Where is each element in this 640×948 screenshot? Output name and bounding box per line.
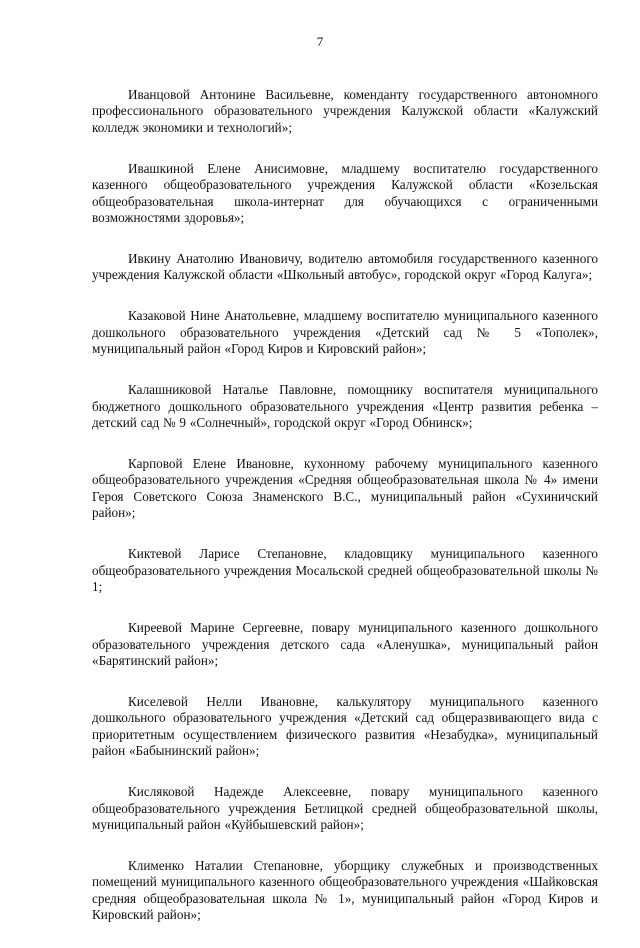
- list-entry-karpova: Карповой Елене Ивановне, кухонному рабочему муниципального казенного общеобразовательного учреждения «Средняя общеобразовательная школа № 4» имени Героя Советского Союза Знаменского В.С., муниципальный район «Сухиничский район»;: [92, 456, 598, 521]
- list-entry-klimenko: Клименко Наталии Степановне, уборщику служебных и производственных помещений муниципального казенного общеобразовательного учреждения «Шайковская средняя общеобразовательная школа № 1», муниципальный район «Город Киров и Кировский район»;: [92, 857, 598, 923]
- list-entry-kiseleva: Киселевой Нелли Ивановне, калькулятору муниципального казенного дошкольного образовательного учреждения «Детский сад общеразвивающего вида с приоритетным осуществлением физического развития «Незабудка», муниципальный район «Бабынинский район»;: [92, 693, 598, 759]
- list-entry-ivashkina: Ивашкиной Елене Анисимовне, младшему воспитателю государственного казенного общеобразовательного учреждения Калужской области «Козельская общеобразовательная школа-интернат для обучающихся с ограниченными возможностями здоровья»;: [92, 160, 598, 226]
- list-entry-kazakova: Казаковой Нине Анатольевне, младшему воспитателю муниципального казенного дошкольного образовательного учреждения «Детский сад № 5 «Тополек», муниципальный район «Город Киров и Кировский район»;: [92, 308, 598, 357]
- list-entry-kalashnikova: Калашниковой Наталье Павловне, помощнику воспитателя муниципального бюджетного дошкольного образовательного учреждения «Центр развития ребенка – детский сад № 9 «Солнечный», городской округ «Город Обнинск»;: [92, 382, 598, 431]
- award-list: [92, 87, 598, 948]
- list-entry-ivantsova: Иванцовой Антонине Васильевне, коменданту государственного автономного профессионального образовательного учреждения Калужской области «Калужский колледж экономики и технологий»;: [92, 87, 598, 135]
- list-entry-kikteva: Киктевой Ларисе Степановне, кладовщику муниципального казенного общеобразовательного учреждения Мосальской средней общеобразовательной школы № 1;: [92, 546, 598, 595]
- list-entry-ivkin: Ивкину Анатолию Ивановичу, водителю автомобиля государственного казенного учреждения Калужской области «Школьный автобус», городской округ «Город Калуга»;: [92, 251, 598, 283]
- list-entry-kislyakova: Кисляковой Надежде Алексеевне, повару муниципального казенного общеобразовательного учреждения Бетлицкой средней общеобразовательной школы, муниципальный район «Куйбышевский район»;: [92, 784, 598, 832]
- page-number: 7: [316, 34, 324, 49]
- list-entry-kireeva: Киреевой Марине Сергеевне, повару муниципального казенного дошкольного образовательного учреждения детского сада «Аленушка», муниципальный район «Барятинский район»;: [92, 620, 598, 668]
